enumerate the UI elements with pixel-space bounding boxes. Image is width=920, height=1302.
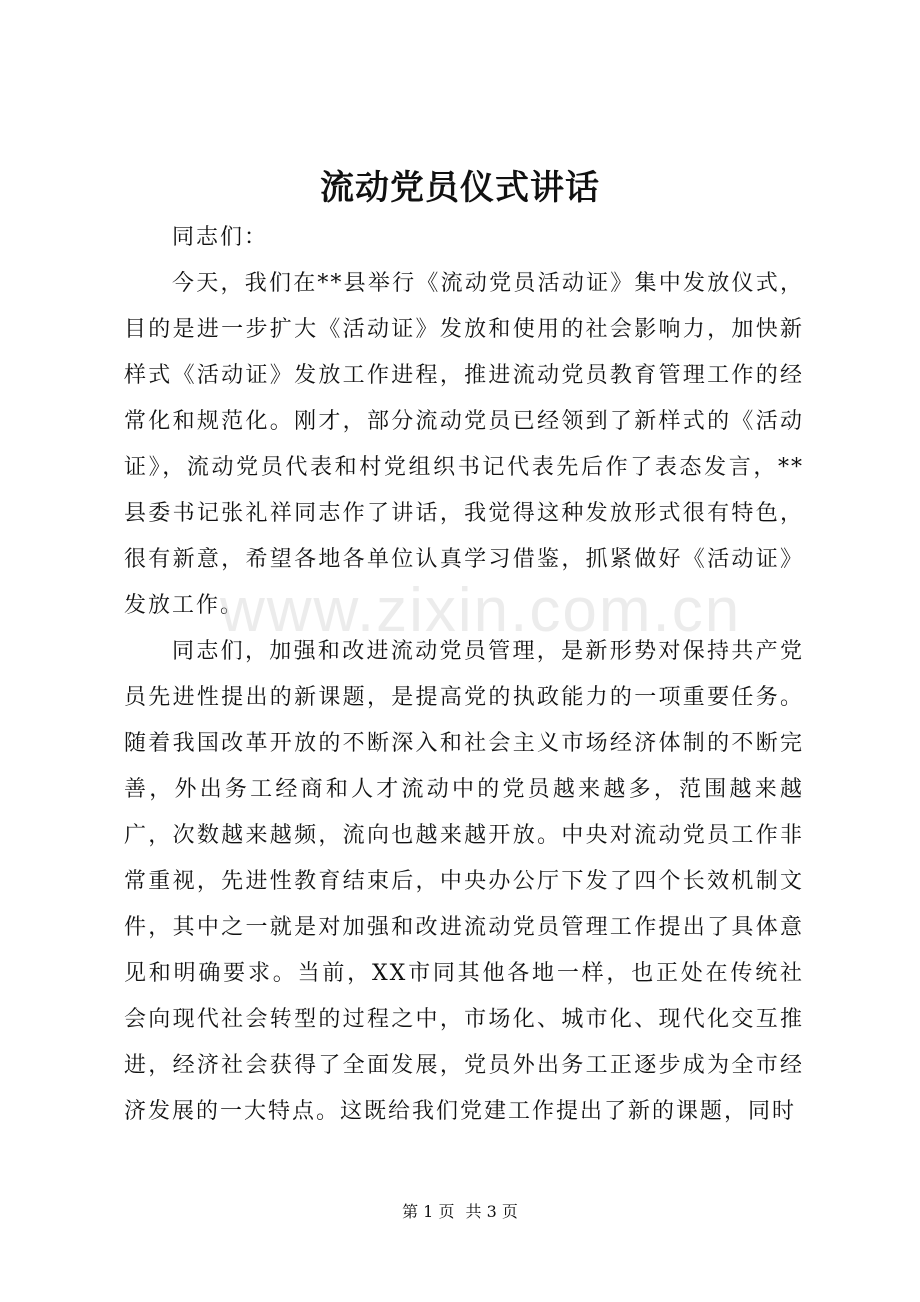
watermark: www.zixin.com.cn — [220, 576, 742, 645]
salutation: 同志们： — [172, 225, 269, 250]
document-body — [124, 215, 804, 1135]
paragraph-1: 今天，我们在**县举行《流动党员活动证》集中发放仪式，目的是进一步扩大《活动证》发放和使用的社会影响力，加快新样式《活动证》发放工作进程，推进流动党员教育管理工作的经常化和规范化。刚才，部分流动党员已经领到了新样式的《活动证》，流动党员代表和村党组织书记代表先后作了表态发言，**县委书记张礼祥同志作了讲话，我觉得这种发放形式很有特色，很有新意，希望各地各单位认真学习借鉴，抓紧做好《活动证》发放工作。 — [124, 271, 804, 618]
total-pages: 共 3 页 — [465, 1202, 518, 1221]
paragraph-2: 同志们，加强和改进流动党员管理，是新形势对保持共产党员先进性提出的新课题，是提高党的执政能力的一项重要任务。随着我国改革开放的不断深入和社会主义市场经济体制的不断完善，外出务工经商和人才流动中的党员越来越多，范围越来越广，次数越来越频，流向也越来越开放。中央对流动党员工作非常重视，先进性教育结束后，中央办公厅下发了四个长效机制文件，其中之一就是对加强和改进流动党员管理工作提出了具体意见和明确要求。当前，XX市同其他各地一样，也正处在传统社会向现代社会转型的过程之中，市场化、城市化、现代化交互推进，经济社会获得了全面发展，党员外出务工正逐步成为全市经济发展的一大特点。这既给我们党建工作提出了新的课题，同时 — [124, 639, 804, 1124]
page-footer — [0, 1198, 920, 1226]
page-number: 第 1 页 — [402, 1202, 455, 1221]
document-title: 流动党员仪式讲话 — [320, 168, 600, 208]
